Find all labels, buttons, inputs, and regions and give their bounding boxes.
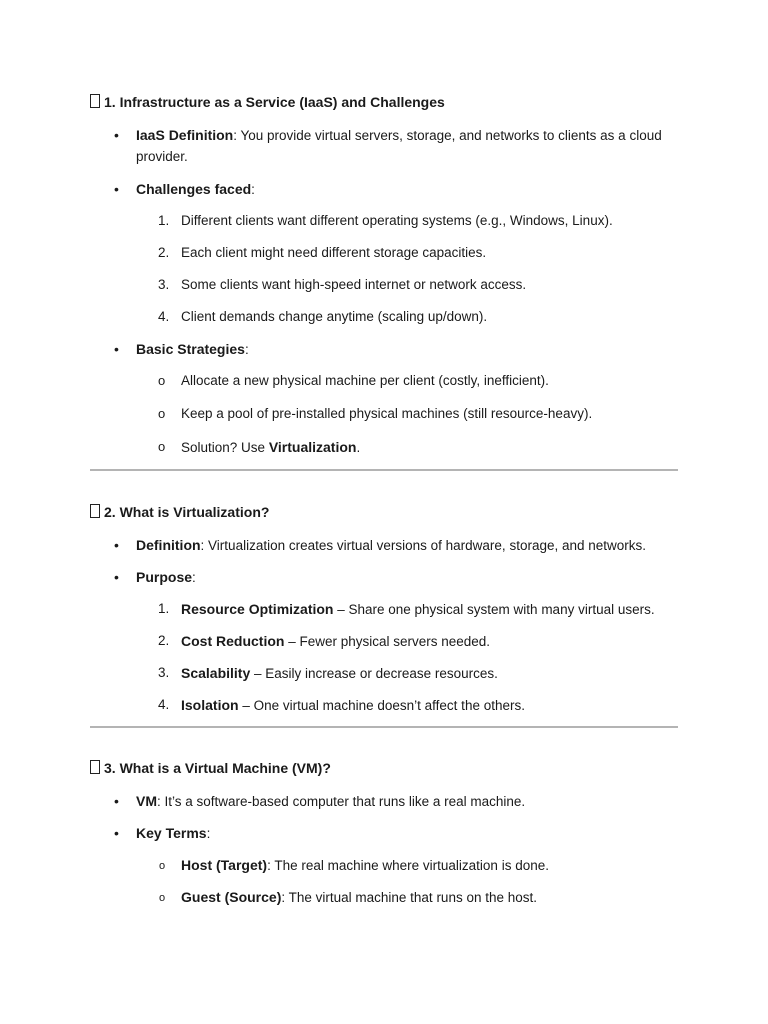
number-marker: 4.	[158, 697, 170, 712]
bullet-marker: •	[114, 569, 119, 585]
sub-bullet-marker: o	[159, 892, 166, 904]
numbered-item: Some clients want high-speed internet or network access.	[181, 277, 527, 292]
bullet-marker: •	[114, 537, 119, 553]
list-item: Purpose:	[136, 569, 196, 585]
missing-glyph-icon	[90, 760, 100, 774]
numbered-item: Isolation – One virtual machine doesn’t affect the others.	[181, 697, 525, 713]
list-item: Basic Strategies:	[136, 341, 249, 357]
sub-list-item: Guest (Source): The virtual machine that runs on the host.	[181, 889, 538, 905]
numbered-item: Scalability – Easily increase or decrease resources.	[181, 665, 498, 681]
numbered-item: Cost Reduction – Fewer physical servers needed.	[181, 633, 491, 649]
list-item-continuation: provider.	[136, 149, 188, 164]
bullet-marker: •	[114, 341, 119, 357]
number-marker: 3.	[158, 665, 170, 680]
sub-bullet-marker: o	[158, 439, 166, 454]
number-marker: 1.	[158, 213, 170, 228]
section-heading: 1. Infrastructure as a Service (IaaS) and Challenges	[90, 94, 445, 110]
bullet-marker: •	[114, 127, 119, 143]
list-item: IaaS Definition: You provide virtual servers, storage, and networks to clients as a cloud	[136, 127, 662, 143]
sub-bullet-marker: o	[158, 373, 166, 388]
numbered-item: Client demands change anytime (scaling up/down).	[181, 309, 488, 324]
sub-bullet-marker: o	[159, 860, 166, 872]
bullet-marker: •	[114, 825, 119, 841]
numbered-item: Resource Optimization – Share one physical system with many virtual users.	[181, 601, 655, 617]
number-marker: 4.	[158, 309, 170, 324]
bullet-marker: •	[114, 793, 119, 809]
list-item: Challenges faced:	[136, 181, 255, 197]
section-divider	[90, 469, 678, 471]
section-heading: 2. What is Virtualization?	[90, 504, 269, 520]
sub-bullet-marker: o	[158, 406, 166, 421]
number-marker: 2.	[158, 633, 170, 648]
bullet-marker: •	[114, 181, 119, 197]
numbered-item: Each client might need different storage capacities.	[181, 245, 487, 260]
missing-glyph-icon	[90, 504, 100, 518]
number-marker: 3.	[158, 277, 170, 292]
numbered-item: Different clients want different operating systems (e.g., Windows, Linux).	[181, 213, 613, 228]
section-heading: 3. What is a Virtual Machine (VM)?	[90, 760, 331, 776]
sub-list-item: Host (Target): The real machine where virtualization is done.	[181, 857, 549, 873]
list-item: Definition: Virtualization creates virtual versions of hardware, storage, and networks.	[136, 537, 647, 553]
sub-list-item: Solution? Use Virtualization.	[181, 439, 361, 455]
missing-glyph-icon	[90, 94, 100, 108]
sub-list-item: Keep a pool of pre-installed physical machines (still resource-heavy).	[181, 406, 593, 421]
list-item: VM: It’s a software-based computer that runs like a real machine.	[136, 793, 526, 809]
sub-list-item: Allocate a new physical machine per client (costly, inefficient).	[181, 373, 549, 388]
list-item: Key Terms:	[136, 825, 211, 841]
section-divider	[90, 726, 678, 728]
number-marker: 2.	[158, 245, 170, 260]
number-marker: 1.	[158, 601, 170, 616]
